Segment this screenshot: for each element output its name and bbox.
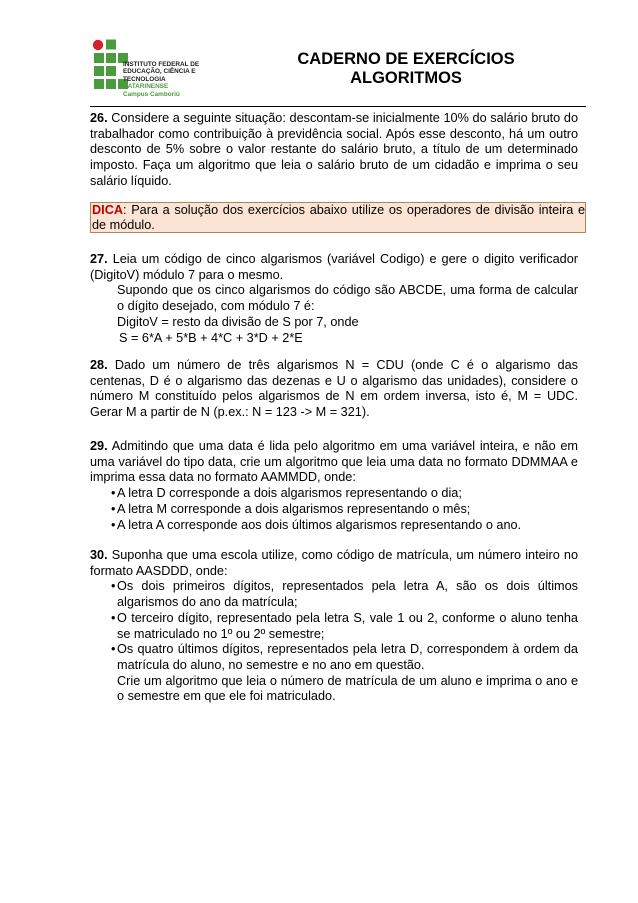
bullet-icon: • — [111, 517, 116, 532]
logo-line-2: EDUCAÇÃO, CIÊNCIA E TECNOLOGIA — [123, 68, 196, 83]
logo-red-circle — [93, 40, 103, 50]
bullet-icon: • — [111, 642, 116, 657]
list-item-text: A letra M corresponde a dois algarismos representando o mês; — [117, 501, 471, 516]
list-item — [90, 642, 578, 673]
logo-text — [123, 61, 236, 98]
logo-line-1: INSTITUTO FEDERAL DE — [123, 61, 200, 68]
logo-line-3: CATARINENSE — [123, 83, 169, 91]
bullet-icon: • — [111, 486, 116, 501]
list-item — [90, 502, 578, 518]
title-line-2: ALGORITMOS — [350, 69, 462, 87]
list-item-text: O terceiro dígito, representado pela letra S, vale 1 ou 2, conforme o aluno tenha se matriculado no 1º ou 2º semestre; — [117, 610, 578, 641]
exercise-number: 28. — [90, 358, 108, 372]
exercise-text: Suponha que uma escola utilize, como código de matrícula, um número inteiro no formato AASDDD, onde: — [90, 548, 578, 578]
list-item — [90, 579, 578, 610]
exercise-line: Supondo que os cinco algarismos do código são ABCDE, uma forma de calcular o dígito desejado, com módulo 7 é: — [117, 283, 578, 314]
header-divider — [90, 106, 586, 107]
exercise-text: Considere a seguinte situação: descontam-se inicialmente 10% do salário bruto do trabalhador como contribuição à previdência social. Após esse desconto, há um outro desconto de 5% sobre o valor restante do salário bruto, a título de um determinado imposto. Faça um algoritmo que leia o salário bruto de um cidadão e imprima o seu salário líquido. — [90, 111, 578, 188]
exercise-text: Leia um código de cinco algarismos (variável Codigo) e gere o digito verificador (DigitoV) módulo 7 para o mesmo. — [90, 252, 578, 282]
exercise-number: 30. — [90, 548, 108, 562]
exercise-29 — [90, 439, 578, 533]
list-item-text: A letra A corresponde aos dois últimos algarismos representando o ano. — [117, 517, 522, 532]
list-item-text: A letra D corresponde a dois algarismos representando o dia; — [117, 486, 462, 501]
bullet-icon: • — [111, 579, 116, 594]
exercise-number: 26. — [90, 111, 108, 125]
institute-logo — [90, 36, 236, 98]
exercise-number: 29. — [90, 439, 108, 453]
tip-text: : Para a solução dos exercícios abaixo utilize os operadores de divisão inteira e de módulo. — [92, 203, 585, 232]
bullet-icon: • — [111, 501, 116, 516]
exercise-text: Dado um número de três algarismos N = CDU (onde C é o algarismo das centenas, D é o algarismo das dezenas e U o algarismo das unidades), considere o número M constituído pelos algarismos de N em ordem inversa, isto é, M = UDC. Gerar M a partir de N (p.ex.: N = 123 -> M = 321). — [90, 358, 578, 420]
logo-line-4: Campus Camboriú — [123, 90, 180, 98]
tip-label: DICA — [92, 203, 124, 217]
tip-box — [90, 202, 586, 233]
formula-line: DigitoV = resto da divisão de S por 7, onde — [117, 314, 359, 329]
exercise-28 — [90, 358, 578, 421]
bullet-icon: • — [111, 610, 116, 625]
list-item-text: Os quatro últimos dígitos, representados pela letra D, correspondem à ordem da matrícula do aluno, no semestre e no ano em questão. — [117, 642, 578, 672]
exercise-26 — [90, 111, 578, 190]
list-item — [90, 486, 578, 502]
list-item — [90, 518, 578, 534]
exercise-number: 27. — [90, 252, 108, 266]
exercise-closing: Crie um algoritmo que leia o número de matrícula de um aluno e imprima o ano e o semestre em que ele foi matriculado. — [117, 673, 578, 704]
list-item — [90, 611, 578, 642]
page-title — [288, 50, 524, 88]
formula-line: S = 6*A + 5*B + 4*C + 3*D + 2*E — [119, 330, 303, 345]
exercise-30 — [90, 548, 578, 705]
exercise-text: Admitindo que uma data é lida pelo algoritmo em uma variável inteira, e não em uma variável do tipo data, crie um algoritmo que leia uma data no formato DDMMAA e imprima essa data no formato AAMMDD, onde: — [90, 439, 578, 485]
list-item-text: Os dois primeiros dígitos, representados pela letra A, são os dois últimos algarismos do ano da matrícula; — [117, 579, 578, 610]
title-line-1: CADERNO DE EXERCÍCIOS — [297, 50, 515, 68]
exercise-27 — [90, 252, 578, 346]
